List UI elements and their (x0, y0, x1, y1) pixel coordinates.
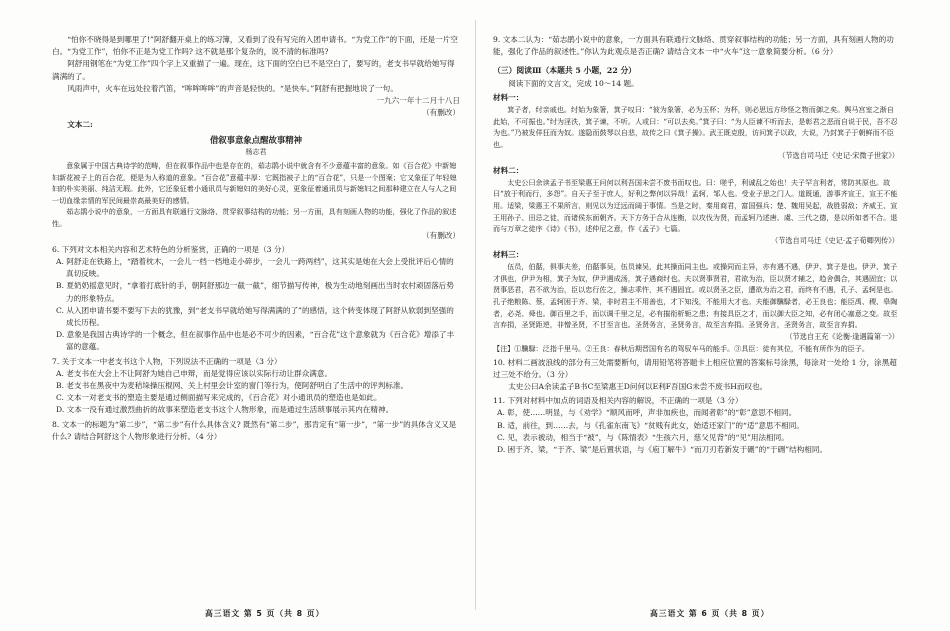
right-page (493, 34, 899, 456)
story-paragraph-1: “怕你不晓得是到哪里了!”阿舒翻开桌上的练习簿，又看到了没有写完的入团申请书。“为党工作”的下面，还是一片空白。“为党工作”，怕你不正是为党工作吗? 这不就是那个复杂的，说不清的标准吗? (52, 35, 458, 57)
article-paragraph-1: 意象属于中国古典诗学的范畴，但在叙事作品中也是存在的，茹志鹃小说中就含有不少意蕴丰富的意象。如《百合花》中新媳妇新花被子上的百合花，便是为人称道的意象。“百合花”意蕴丰厚：它既指被子上的“百合花”，只是一个图案；它又象征了年轻媳妇的朴实美丽、纯洁无瑕。此外，它还象征着小通讯员与新媳妇的美好心灵，更象征着通讯员与新媳妇之间那种建立在人与人之间一切血缘亲情的军民间最崇高最美好的感情。 (52, 161, 457, 205)
footer-page-6: 高三语文 第 6 页（共 8 页） (650, 609, 770, 618)
material-3-label: 材料三： (493, 249, 524, 259)
material-2-source: （节选自司马迁《史记·孟子荀卿列传》） (770, 235, 899, 245)
material-3-text: 伍员，伯嚭，俱事夫差，伯嚭事吴，伍员谏吴，此其操而同主也。或操同而主异，亦有遇不遇，伊尹、箕子是也。伊尹、箕子才俱也，伊尹为相，箕子为奴，伊尹遇成汤，箕子遇商纣也。夫以贤事贤君，君欲为治，臣以贤才辅之，趋舍偶合，其遇固宜；以贤事恶君，君不欲为治，臣以忠行佐之，操志乖忤，其不遇固宜。或以贤圣之臣，遭欲为治之君，而终有不遇，孔子、孟轲是也。孔子绝粮陈、蔡，孟轲困于齐、梁，非时君主不用善也，才下知浅，不能用大才也。夫能御驥騄者，必王良也；能臣禹、稷、皋陶者，必尧、舜也。御百里之手，而以调千里之足，必有摧衔析轭之患；有接具臣之才，而以御大臣之知，必有闭心塞意之变。故至言弃捐，圣贤距逆，非憎圣贤，不甘至言也。圣贤务言，圣贤务言，故至言弃捐。圣贤务言，圣贤务言，故至言弃捐。 (493, 262, 898, 330)
footer-page-5: 高三语文 第 5 页（共 8 页） (205, 609, 325, 618)
material-1-text: 箕子者，纣亲戚也。纣始为象箸，箕子叹曰：“彼为象箸，必为玉杯；为杯，则必思远方珍怪之物而御之矣。舆马宫室之渐自此始，不可振也。”纣为淫泆，箕子谏，不听。人或曰：“可以去矣。”箕子曰：“为人臣谏不听而去，是彰君之恶而自说于民，吾不忍为也。”乃被发佯狂而为奴。遂隐而鼓琴以自悲，故传之曰《箕子操》。武王既克殷，访问箕子以政，大说，乃封箕子于朝鲜而不臣也。 (493, 105, 898, 149)
question-9: 9. 文本二认为：“茹志鹃小说中的意象，一方面具有联通行文脉络、贯穿叙事结构的功能；另一方面，具有刻画人物的功能，强化了作品的叙述性。”你认为此观点是否正确? 请结合文本一中“火车”这一意象简要分析。（6 分） (493, 35, 894, 57)
question-6-option-b: B. 夏奶奶摇意见时，“拿着打底针的手，朝阿舒那边一截一截”，细节描写传神，极为生动地刻画出当时农村顽固落后势力的形象特点。 (56, 281, 454, 303)
question-7 (52, 356, 460, 417)
material-1-source: （节选自司马迁《史记·宋微子世家》） (778, 151, 899, 161)
question-11-option-b: B. 适，前往，到……去，与《孔雀东南飞》“贫贱有此女，始适还家门”的“适”意思不相同。 (497, 420, 804, 430)
story-paragraph-2: 阿舒用钢笔在“为党工作”四个字上又重描了一遍。现在，这下面的空白已不是空白了，要写的，老支书早就给她写得满满的了。 (52, 59, 455, 81)
question-11-option-d: D. 困于齐、梁，“于齐、梁”是后置状语，与《庖丁解牛》“而刀刃若新发于硎”的“于硎”结构相同。 (497, 444, 828, 454)
left-page (52, 34, 460, 443)
text2-label: 文本二: (67, 120, 93, 130)
question-8: 8. 文本一的标题为“第二步”，“第二步”有什么具体含义? 既然有“第二步”，那肯定有“第一步”，“第一步”的具体含义又是什么? 请结合阿舒这个人物形象进行分析。（4 分） (52, 419, 457, 441)
story-abridged-note: （有删改） (422, 108, 460, 118)
question-11-option-a: A. 彰，使……明显，与《劝学》“顺风而呼，声非加疾也，而闻者彰”的“彰”意思不相同。 (497, 408, 797, 418)
material-2-label: 材料二： (493, 165, 524, 175)
section-3-title: （三）阅读Ⅲ（本题共 5 小题，22 分） (493, 66, 637, 76)
article-title: 借叙事意象点醒故事精神 (209, 134, 303, 145)
question-11-stem: 11. 下列对材料中加点的词语及相关内容的解说，不正确的一项是（3 分） (493, 396, 743, 406)
story-paragraph-3: 风雨声中，火车在远处拉着汽笛，“哞哞哞哞”的声音是轻快的。“是快车。”阿舒有把握地说了一句。 (67, 83, 398, 93)
question-7-option-c: C. 文本一对老支书的塑造主要是通过侧面描写来完成的，《百合花》对小通讯员的塑造也是如此。 (56, 393, 382, 403)
annotation-note: 【注】①驥騄：泛指千里马。②王良：春秋后期晋国有名的驾驭车马的能手。③具臣：徒有其位，不能有所作为的臣子。 (493, 343, 869, 353)
question-7-option-b: B. 老支书在黑夜中为麦秸垛操压棍网、关上村里会计室的窗门等行为，使阿舒明白了生活中的评判标准。 (56, 381, 409, 391)
question-10-line: 太史公曰A余读孟子B书C至梁惠王D问何以E利F吾国G未尝不废书H而叹也。 (508, 381, 768, 391)
material-3-source: （节选自王充《论衡·逢遇篇第一》） (785, 331, 899, 341)
page-divider (475, 20, 476, 610)
question-7-option-d: D. 文本一没有通过激烈曲折的故事来塑造老支书这个人物形象，而是通过生活琐事展示其内在精神。 (56, 405, 394, 415)
article-author: 杨志君 (245, 147, 267, 156)
question-6 (52, 244, 460, 354)
question-7-option-a: A. 老支书在大会上不让阿舒为她自己申辩，而是觉得应该以实际行动让群众满意。 (56, 368, 333, 378)
question-6-option-d: D. 意象是我国古典诗学的一个概念，但在叙事作品中也是必不可少的因素，“百合花”这个意象就为《百合花》增添了丰富的意蕴。 (56, 330, 455, 352)
question-6-option-a: A. 阿舒走在铁路上，“踏着枕木，一会儿一档一档地走小碎步，一会儿一跨两档”，这其实是她在大会上受批评后心情的真切反映。 (56, 257, 454, 279)
question-10 (493, 357, 899, 394)
article-paragraph-2: 茹志鹃小说中的意象，一方面具有联通行文脉络、贯穿叙事结构的功能；另一方面，具有刻画人物的功能，强化了作品的叙述性。 (52, 207, 457, 228)
question-7-stem: 7. 关于文本一中老支书这个人物，下列说法不正确的一项是（3 分） (52, 356, 282, 366)
question-10-stem: 10. 材料二画波浪线的部分有三处需要断句，请用铅笔将答题卡上相应位置的答案标号涂黑，每涂对一处给 1 分，涂黑超过三处不给分。（3 分） (493, 357, 897, 379)
section-3-instruction: 阅读下面的文言文，完成 10～14 题。 (508, 78, 639, 88)
question-11 (493, 395, 899, 456)
question-6-option-c: C. 从入团申请书要不要写下去的犹豫，到“老支书早就给她写得满满的了”的感悟，这个转变体现了阿舒从软弱到坚强的成长历程。 (56, 305, 454, 328)
material-1-label: 材料一： (493, 92, 524, 102)
story-date: 一九六一年十二月十八日 (376, 96, 460, 106)
article-abridged-note: （有删改） (422, 230, 460, 240)
question-11-option-c: C. 见，表示被动，相当于“被”，与《陈情表》“生孩六月，慈父见背”的“见”用法相同。 (497, 432, 789, 442)
material-2-text: 太史公曰余读孟子书至梁惠王问何以利吾国未尝不废书而叹也。曰：嗟乎，利诚乱之始也！夫子罕言利者，常防其原也。故曰“放于利而行，多怨”。自天子至于庶人，好利之弊何以异哉！孟轲，邹人也。受业子思之门人。道既通，游事齐宣王，宣王不能用。适梁，梁惠王不果所言，则见以为迂远而阔于事情。当是之时，秦用商君，富国强兵；楚、魏用吴起，战胜弱敌；齐威王、宣王用孙子、田忌之徒，而诸侯东面朝齐。天下方务于合从连衡，以攻伐为贤，而孟轲乃述唐、虞、三代之德，是以所如者不合。退而与万章之徒序《诗》《书》，述仲尼之意，作《孟子》七篇。 (493, 177, 898, 234)
question-6-stem: 6. 下列对文本相关内容和艺术特色的分析鉴赏，正确的一项是（3 分） (52, 244, 290, 254)
